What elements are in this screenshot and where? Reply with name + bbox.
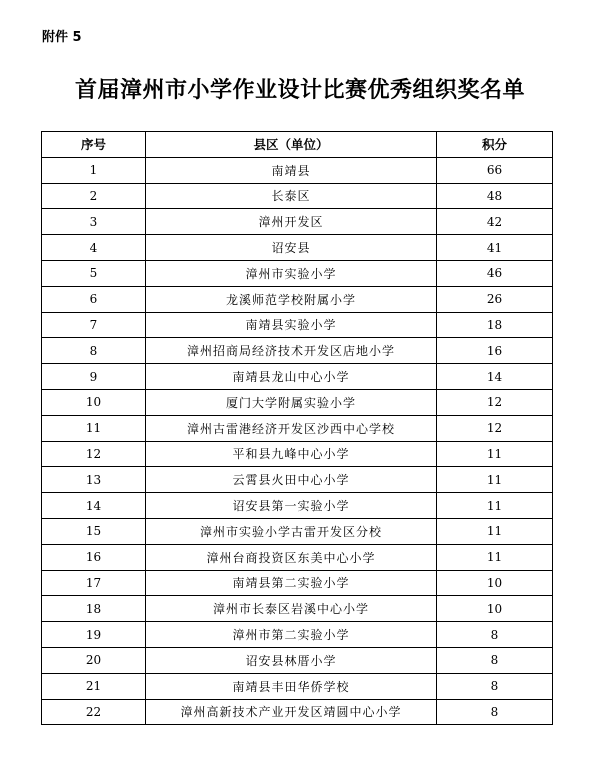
serial-number-cell: 17 (42, 570, 146, 596)
table-row (42, 157, 553, 183)
score-cell: 8 (437, 647, 553, 673)
table-body (42, 157, 553, 725)
attachment-label: 附件 5 (42, 30, 82, 45)
table-row (42, 338, 553, 364)
serial-number-cell: 22 (42, 699, 146, 725)
serial-number-cell: 2 (42, 183, 146, 209)
score-cell: 11 (437, 441, 553, 467)
score-cell: 14 (437, 364, 553, 390)
score-cell: 12 (437, 389, 553, 415)
unit-cell: 长泰区 (146, 183, 437, 209)
serial-number-cell: 14 (42, 493, 146, 519)
score-cell: 8 (437, 673, 553, 699)
table-row (42, 209, 553, 235)
score-cell: 11 (437, 467, 553, 493)
score-cell: 11 (437, 544, 553, 570)
score-cell: 10 (437, 596, 553, 622)
unit-cell: 诏安县第一实验小学 (146, 493, 437, 519)
table-row (42, 441, 553, 467)
score-cell: 12 (437, 415, 553, 441)
table-row (42, 183, 553, 209)
table-row (42, 415, 553, 441)
score-cell: 10 (437, 570, 553, 596)
serial-number-cell: 21 (42, 673, 146, 699)
table-row (42, 647, 553, 673)
unit-cell: 南靖县龙山中心小学 (146, 364, 437, 390)
unit-cell: 漳州开发区 (146, 209, 437, 235)
serial-number-cell: 8 (42, 338, 146, 364)
serial-number-cell: 12 (42, 441, 146, 467)
score-cell: 18 (437, 312, 553, 338)
unit-cell: 漳州古雷港经济开发区沙西中心学校 (146, 415, 437, 441)
serial-number-cell: 9 (42, 364, 146, 390)
serial-number-cell: 7 (42, 312, 146, 338)
table-row (42, 596, 553, 622)
unit-cell: 云霄县火田中心小学 (146, 467, 437, 493)
unit-cell: 诏安县 (146, 235, 437, 261)
table-header-row (42, 132, 553, 158)
serial-number-cell: 18 (42, 596, 146, 622)
serial-number-cell: 3 (42, 209, 146, 235)
score-cell: 48 (437, 183, 553, 209)
serial-number-cell: 19 (42, 622, 146, 648)
unit-cell: 漳州高新技术产业开发区靖圆中心小学 (146, 699, 437, 725)
table-row (42, 286, 553, 312)
unit-cell: 漳州市实验小学 (146, 260, 437, 286)
unit-cell: 漳州市实验小学古雷开发区分校 (146, 518, 437, 544)
serial-number-cell: 5 (42, 260, 146, 286)
score-cell: 66 (437, 157, 553, 183)
table-row (42, 235, 553, 261)
unit-cell: 龙溪师范学校附属小学 (146, 286, 437, 312)
unit-cell: 南靖县实验小学 (146, 312, 437, 338)
header-score: 积分 (437, 132, 553, 158)
serial-number-cell: 13 (42, 467, 146, 493)
score-cell: 8 (437, 699, 553, 725)
serial-number-cell: 4 (42, 235, 146, 261)
score-cell: 41 (437, 235, 553, 261)
document-title: 首届漳州市小学作业设计比赛优秀组织奖名单 (74, 77, 525, 103)
unit-cell: 南靖县丰田华侨学校 (146, 673, 437, 699)
serial-number-cell: 11 (42, 415, 146, 441)
table-row (42, 389, 553, 415)
serial-number-cell: 1 (42, 157, 146, 183)
unit-cell: 南靖县 (146, 157, 437, 183)
serial-number-cell: 15 (42, 518, 146, 544)
table-row (42, 699, 553, 725)
serial-number-cell: 10 (42, 389, 146, 415)
table-row (42, 467, 553, 493)
unit-cell: 平和县九峰中心小学 (146, 441, 437, 467)
unit-cell: 漳州台商投资区东美中心小学 (146, 544, 437, 570)
score-cell: 42 (437, 209, 553, 235)
table-row (42, 364, 553, 390)
unit-cell: 诏安县林厝小学 (146, 647, 437, 673)
unit-cell: 漳州市长泰区岩溪中心小学 (146, 596, 437, 622)
serial-number-cell: 20 (42, 647, 146, 673)
table-row (42, 260, 553, 286)
award-table (41, 131, 553, 725)
unit-cell: 漳州招商局经济技术开发区店地小学 (146, 338, 437, 364)
unit-cell: 厦门大学附属实验小学 (146, 389, 437, 415)
serial-number-cell: 16 (42, 544, 146, 570)
table-row (42, 544, 553, 570)
score-cell: 11 (437, 518, 553, 544)
score-cell: 46 (437, 260, 553, 286)
serial-number-cell: 6 (42, 286, 146, 312)
unit-cell: 南靖县第二实验小学 (146, 570, 437, 596)
table-row (42, 493, 553, 519)
score-cell: 11 (437, 493, 553, 519)
score-cell: 16 (437, 338, 553, 364)
header-serial-number: 序号 (42, 132, 146, 158)
unit-cell: 漳州市第二实验小学 (146, 622, 437, 648)
table-row (42, 622, 553, 648)
table-row (42, 312, 553, 338)
table-row (42, 518, 553, 544)
score-cell: 8 (437, 622, 553, 648)
table-row (42, 673, 553, 699)
table-row (42, 570, 553, 596)
header-unit: 县区（单位） (146, 132, 437, 158)
score-cell: 26 (437, 286, 553, 312)
